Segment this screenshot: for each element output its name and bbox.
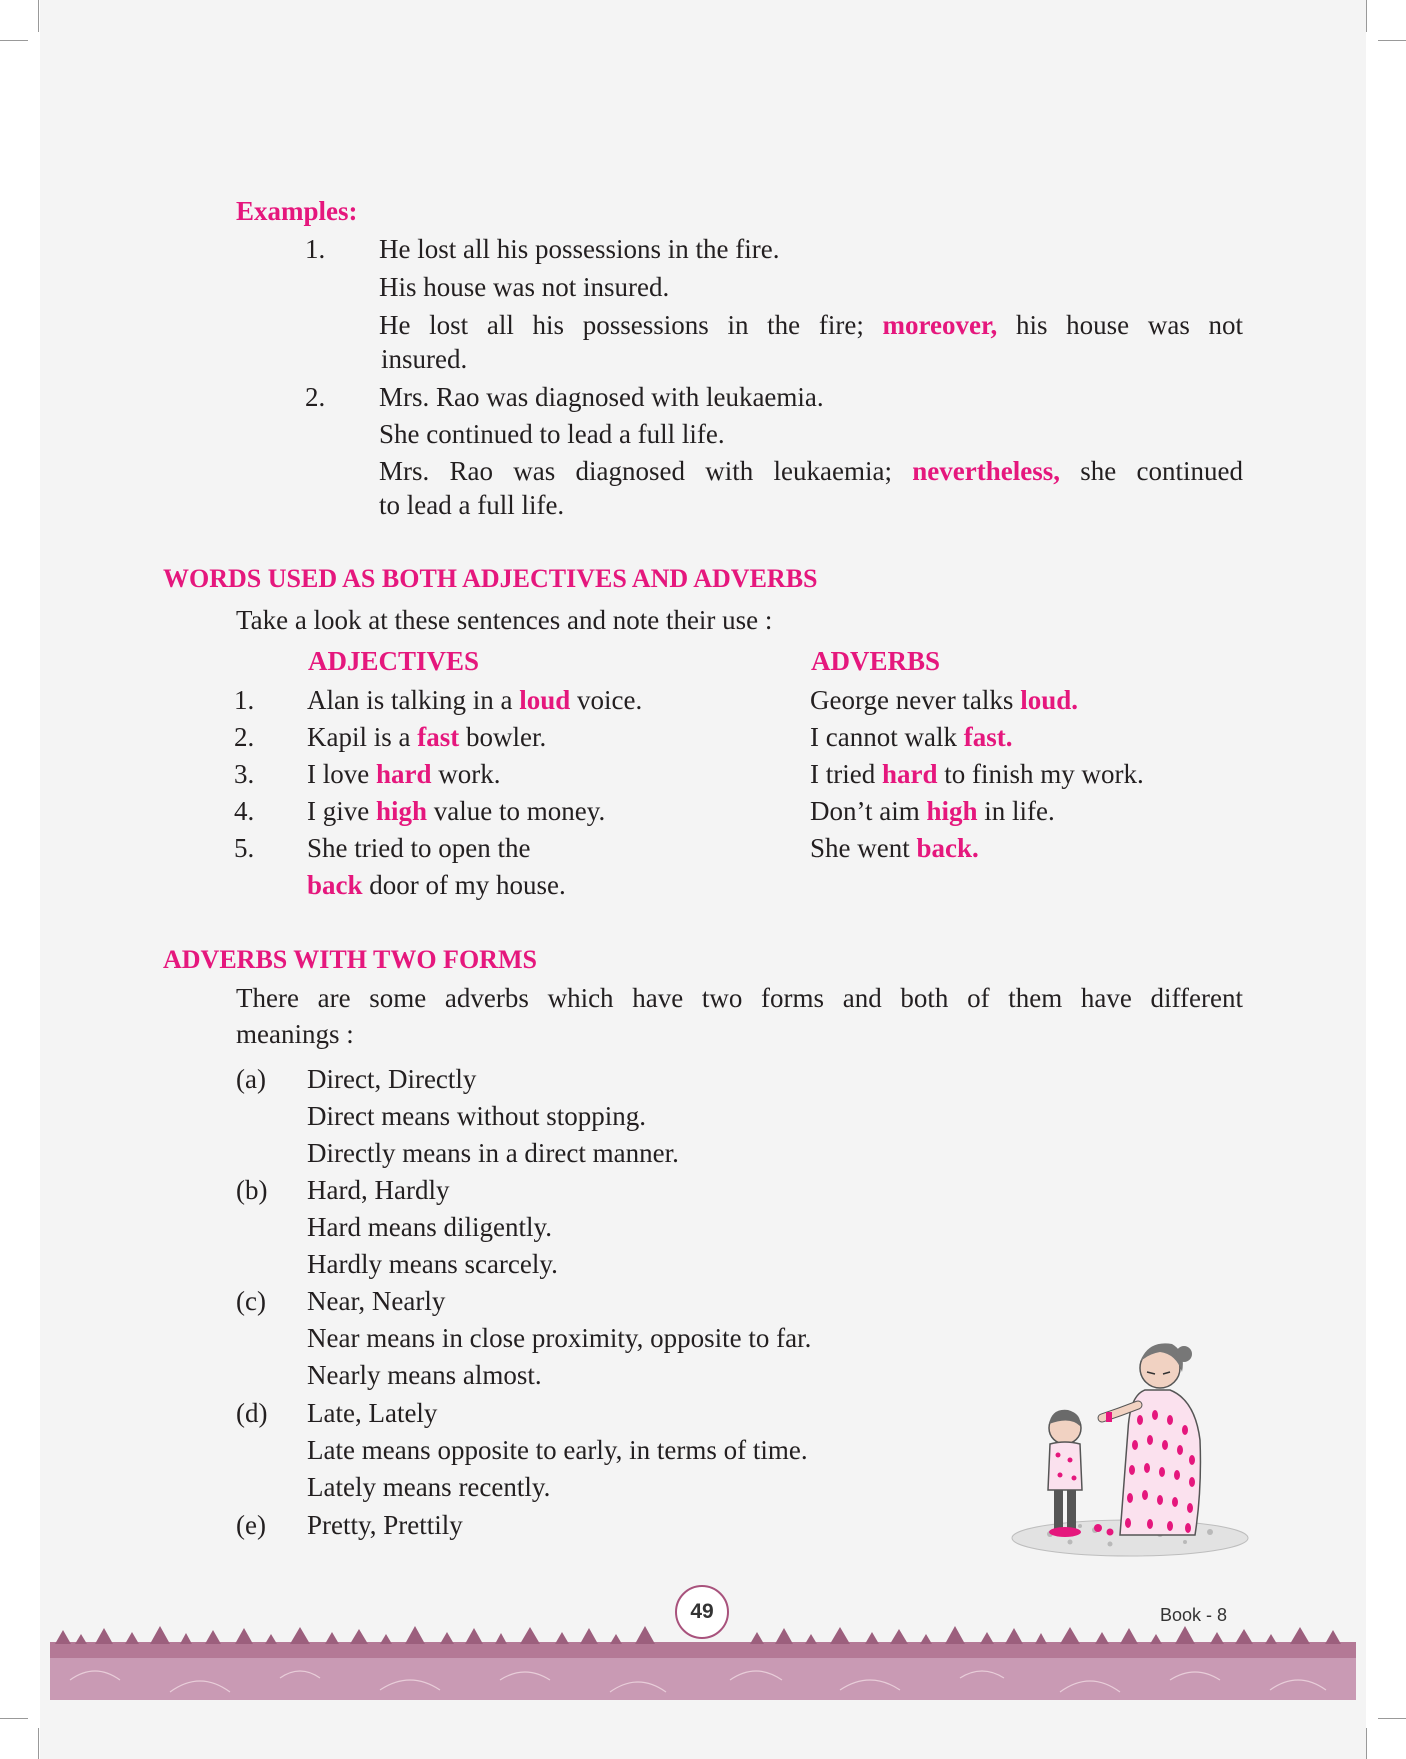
crop-mark — [38, 0, 39, 32]
row-number: 5. — [234, 833, 255, 863]
connector-word: moreover, — [882, 310, 998, 340]
adverb-sentence — [810, 683, 1078, 717]
item-meaning: Direct means without stopping. — [307, 1101, 646, 1131]
section-heading: WORDS USED AS BOTH ADJECTIVES AND ADVERBS — [163, 564, 818, 593]
text: work. — [438, 759, 501, 789]
section-intro: There are some adverbs which have two forms and both of them have different — [236, 983, 1243, 1013]
example-sentence: His house was not insured. — [379, 272, 670, 302]
page-number: 49 — [675, 1585, 729, 1639]
text: Alan is talking in a — [307, 685, 513, 715]
crop-mark — [1366, 1728, 1367, 1759]
column-heading-adverbs: ADVERBS — [811, 646, 941, 676]
item-label: (b) — [236, 1175, 268, 1205]
adjective-sentence-cont — [307, 868, 566, 902]
example-sentence: He lost all his possessions in the fire. — [379, 234, 780, 264]
item-label: (c) — [236, 1286, 266, 1316]
combined-text: Mrs. Rao was diagnosed with leukaemia; — [379, 456, 892, 486]
combined-text: insured. — [381, 344, 468, 374]
adjective-sentence: She tried to open the — [307, 833, 531, 863]
keyword: back. — [916, 833, 979, 863]
item-meaning: Lately means recently. — [307, 1472, 551, 1502]
keyword: hard — [881, 759, 938, 789]
woman-and-boy-illustration — [1010, 1320, 1250, 1560]
keyword: high — [926, 796, 978, 826]
section-intro-cont: meanings : — [236, 1019, 354, 1049]
connector-word: nevertheless, — [912, 456, 1060, 486]
item-title: Direct, Directly — [307, 1064, 477, 1094]
adverb-sentence — [810, 794, 1055, 828]
keyword: high — [375, 796, 428, 826]
text: I cannot walk — [810, 722, 957, 752]
item-title: Late, Lately — [307, 1398, 438, 1428]
adjective-sentence — [307, 757, 501, 791]
crop-mark — [1378, 40, 1406, 41]
row-number: 4. — [234, 796, 255, 826]
column-heading-adjectives: ADJECTIVES — [308, 646, 480, 676]
row-number: 1. — [234, 685, 255, 715]
item-label: (a) — [236, 1064, 266, 1094]
text: I give — [307, 796, 370, 826]
text: voice. — [577, 685, 643, 715]
item-label: (d) — [236, 1398, 268, 1428]
item-title: Near, Nearly — [307, 1286, 446, 1316]
text: I tried — [810, 759, 876, 789]
text: She went — [810, 833, 910, 863]
combined-text: to lead a full life. — [379, 490, 565, 520]
text: Don’t aim — [810, 796, 920, 826]
section-heading: ADVERBS WITH TWO FORMS — [163, 945, 537, 974]
text: value to money. — [433, 796, 606, 826]
item-meaning: Hard means diligently. — [307, 1212, 552, 1242]
text: door of my house. — [369, 870, 566, 900]
crop-mark — [1366, 0, 1367, 32]
keyword: hard — [375, 759, 432, 789]
item-meaning: Directly means in a direct manner. — [307, 1138, 679, 1168]
examples-heading: Examples: — [236, 196, 358, 226]
row-number: 3. — [234, 759, 255, 789]
adverb-sentence — [810, 720, 1012, 754]
item-label: (e) — [236, 1510, 266, 1540]
combined-text: his house was not — [1015, 310, 1244, 340]
adjective-sentence — [307, 683, 642, 717]
keyword: fast. — [963, 722, 1013, 752]
combined-text: she continued — [1080, 456, 1244, 486]
text: to finish my work. — [944, 759, 1144, 789]
crop-mark — [38, 1728, 39, 1759]
combined-text: He lost all his possessions in the fire; — [379, 310, 864, 340]
item-title: Pretty, Prettily — [307, 1510, 463, 1540]
example-number: 2. — [305, 382, 326, 412]
crop-mark — [0, 40, 28, 41]
crop-mark — [0, 1718, 28, 1719]
adjective-sentence — [307, 720, 546, 754]
row-number: 2. — [234, 722, 255, 752]
item-meaning: Nearly means almost. — [307, 1360, 542, 1390]
text: bowler. — [465, 722, 547, 752]
book-label: Book - 8 — [1160, 1605, 1228, 1625]
section-intro: Take a look at these sentences and note their use : — [236, 605, 773, 635]
adverb-sentence — [810, 757, 1144, 791]
example-sentence: She continued to lead a full life. — [379, 419, 725, 449]
text: in life. — [984, 796, 1055, 826]
item-meaning: Late means opposite to early, in terms of time. — [307, 1435, 808, 1465]
example-combined — [379, 454, 1243, 488]
adjective-sentence — [307, 794, 605, 828]
text: George never talks — [810, 685, 1014, 715]
example-combined — [379, 308, 1243, 342]
keyword: loud — [519, 685, 571, 715]
crop-mark — [1378, 1718, 1406, 1719]
text: Kapil is a — [307, 722, 411, 752]
keyword: fast — [417, 722, 460, 752]
keyword: back — [307, 870, 363, 900]
keyword: loud. — [1020, 685, 1078, 715]
item-meaning: Hardly means scarcely. — [307, 1249, 558, 1279]
item-title: Hard, Hardly — [307, 1175, 450, 1205]
example-sentence: Mrs. Rao was diagnosed with leukaemia. — [379, 382, 824, 412]
text: I love — [307, 759, 370, 789]
adverb-sentence — [810, 831, 979, 865]
example-number: 1. — [305, 234, 326, 264]
item-meaning: Near means in close proximity, opposite to far. — [307, 1323, 812, 1353]
